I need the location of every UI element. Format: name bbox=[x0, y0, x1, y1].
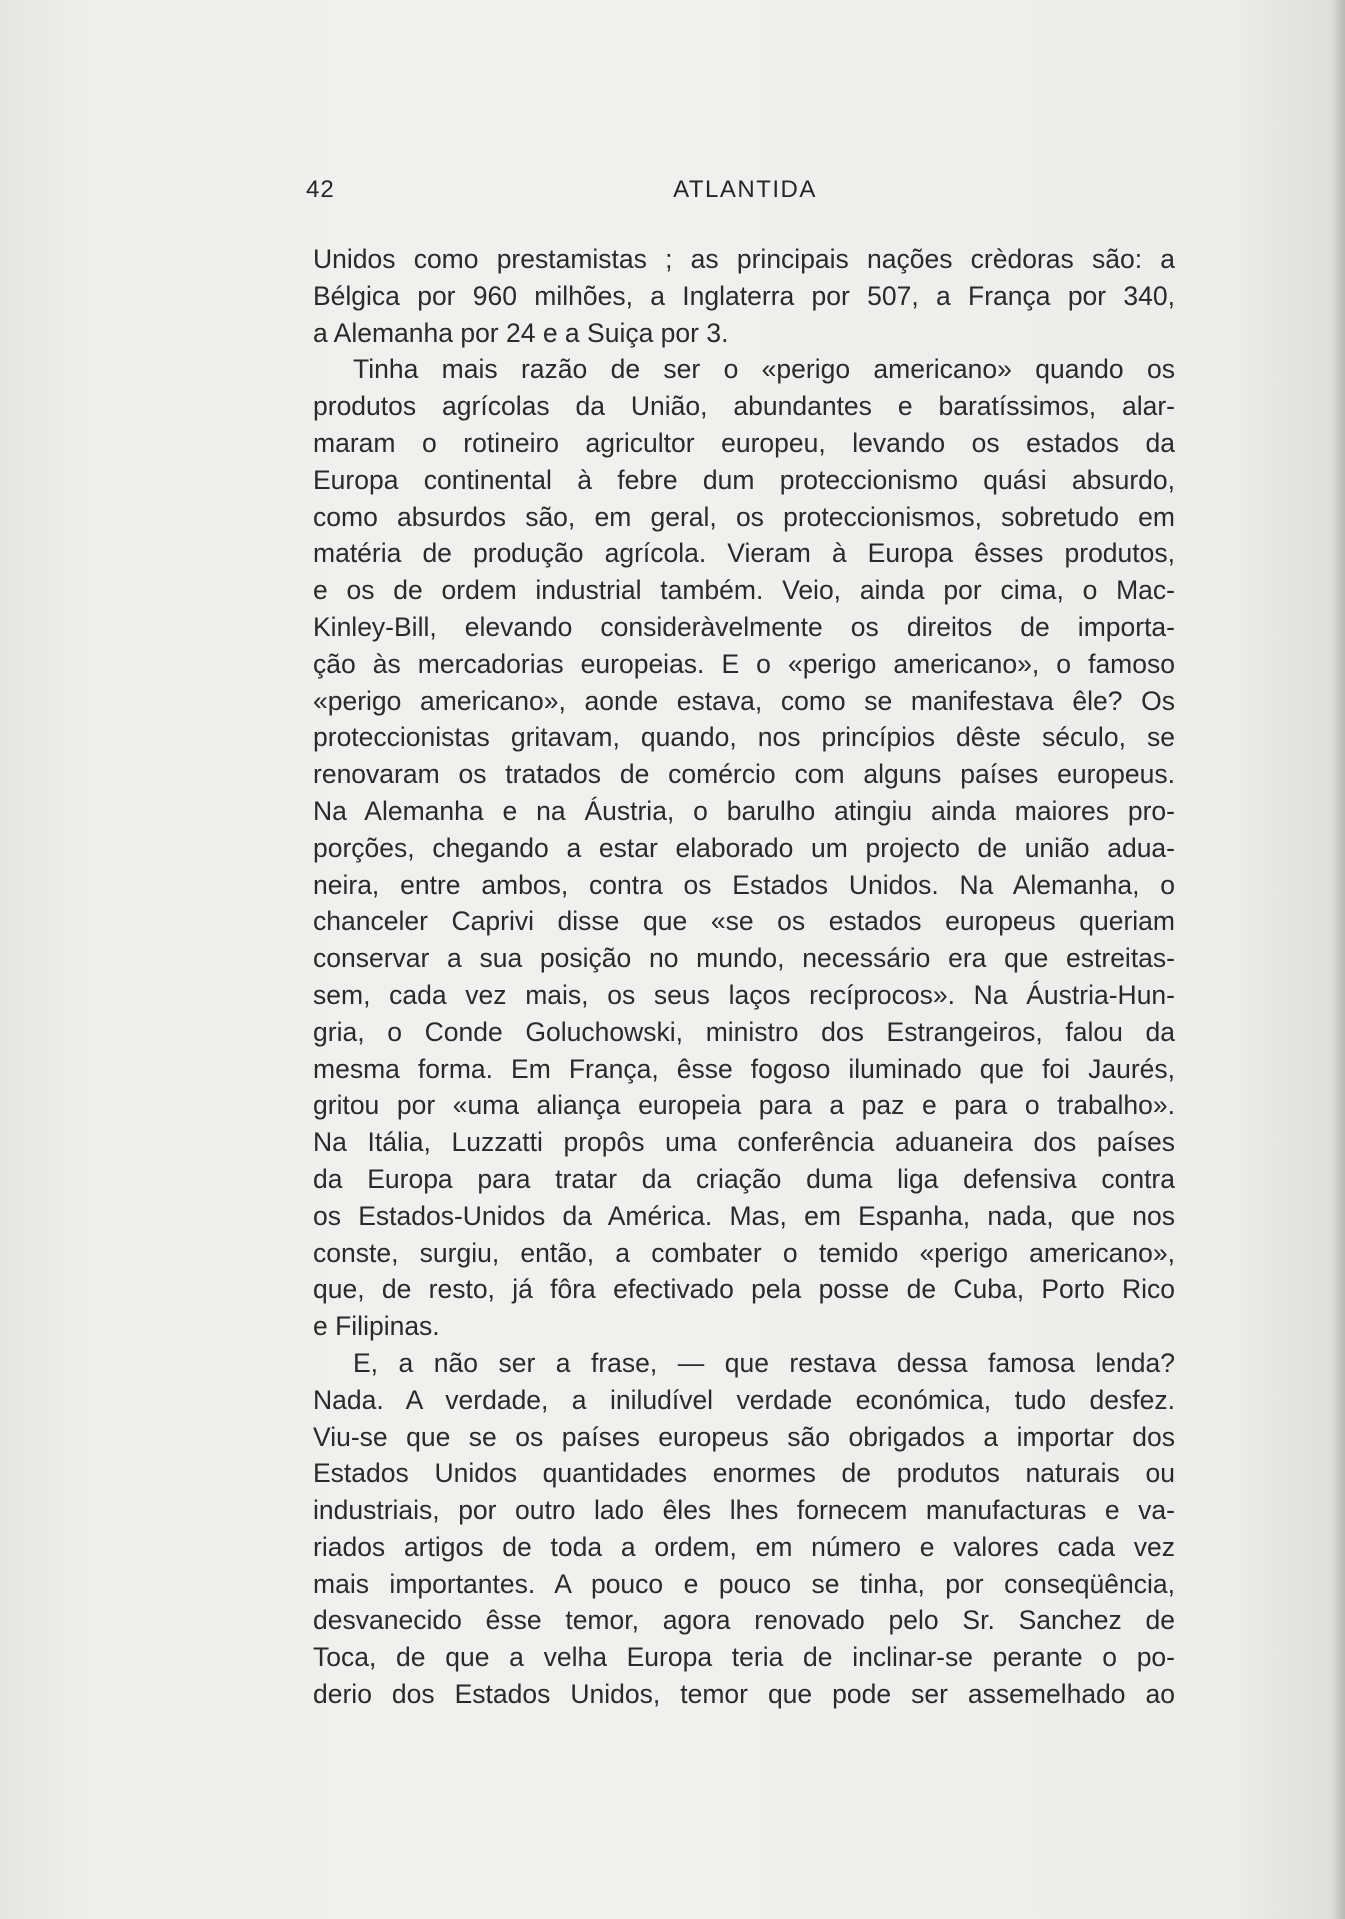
text-line: mais importantes. A pouco e pouco se tinha, por conseqüência, bbox=[313, 1568, 1175, 1599]
text-line: Na Itália, Luzzatti propôs uma conferência aduaneira dos países bbox=[313, 1127, 1175, 1158]
text-line: conste, surgiu, então, a combater o temido «perigo americano», bbox=[313, 1237, 1175, 1268]
text-line: desvanecido êsse temor, agora renovado pelo Sr. Sanchez de bbox=[313, 1605, 1175, 1636]
text-line: Unidos como prestamistas ; as principais nações crèdoras são: a bbox=[313, 244, 1175, 274]
text-line: matéria de produção agrícola. Vieram à Europa êsses produtos, bbox=[313, 538, 1175, 569]
running-title: ATLANTIDA bbox=[673, 176, 817, 203]
page-edge-shadow bbox=[1331, 0, 1345, 1919]
text-line: Bélgica por 960 milhões, a Inglaterra por 507, a França por 340, bbox=[313, 280, 1175, 311]
text-line: proteccionistas gritavam, quando, nos princípios dêste século, se bbox=[313, 722, 1175, 753]
text-line: ção às mercadorias europeias. E o «perigo americano», o famoso bbox=[313, 648, 1175, 679]
text-line: porções, chegando a estar elaborado um projecto de união adua- bbox=[313, 832, 1175, 863]
text-line: E, a não ser a frase, — que restava dessa famosa lenda? bbox=[353, 1347, 1175, 1378]
text-line: a Alemanha por 24 e a Suiça por 3. bbox=[313, 317, 729, 348]
text-line: Nada. A verdade, a iniludível verdade económica, tudo desfez. bbox=[313, 1384, 1175, 1415]
text-line: Kinley-Bill, elevando consideràvelmente os direitos de importa- bbox=[313, 611, 1175, 642]
text-line: e Filipinas. bbox=[313, 1311, 440, 1342]
text-line: Toca, de que a velha Europa teria de inclinar-se perante o po- bbox=[313, 1642, 1175, 1673]
text-line: os Estados-Unidos da América. Mas, em Espanha, nada, que nos bbox=[313, 1200, 1175, 1231]
text-line: da Europa para tratar da criação duma liga defensiva contra bbox=[313, 1163, 1175, 1194]
page-header bbox=[306, 176, 1176, 210]
text-line: mesma forma. Em França, êsse fogoso iluminado que foi Jaurés, bbox=[313, 1053, 1175, 1084]
text-line: riados artigos de toda a ordem, em número e valores cada vez bbox=[313, 1531, 1175, 1562]
text-line: como absurdos são, em geral, os proteccionismos, sobretudo em bbox=[313, 501, 1175, 532]
text-line: derio dos Estados Unidos, temor que pode ser assemelhado ao bbox=[313, 1679, 1175, 1710]
text-line: Viu-se que se os países europeus são obrigados a importar dos bbox=[313, 1421, 1175, 1452]
text-line: Na Alemanha e na Áustria, o barulho atingiu ainda maiores pro- bbox=[313, 795, 1175, 826]
text-line: que, de resto, já fôra efectivado pela posse de Cuba, Porto Rico bbox=[313, 1274, 1175, 1305]
text-line: sem, cada vez mais, os seus laços recíprocos». Na Áustria-Hun- bbox=[313, 979, 1175, 1010]
text-line: gritou por «uma aliança europeia para a paz e para o trabalho». bbox=[313, 1090, 1175, 1121]
text-line: produtos agrícolas da União, abundantes e baratíssimos, alar- bbox=[313, 391, 1175, 422]
body-text bbox=[313, 241, 1175, 1713]
text-line: industriais, por outro lado êles lhes fornecem manufacturas e va- bbox=[313, 1495, 1175, 1526]
text-line: Estados Unidos quantidades enormes de produtos naturais ou bbox=[313, 1458, 1175, 1489]
text-line: maram o rotineiro agricultor europeu, levando os estados da bbox=[313, 427, 1175, 458]
text-line: chanceler Caprivi disse que «se os estados europeus queriam bbox=[313, 906, 1175, 937]
text-line: renovaram os tratados de comércio com alguns países europeus. bbox=[313, 759, 1175, 790]
text-line: conservar a sua posição no mundo, necessário era que estreitas- bbox=[313, 943, 1175, 974]
text-line: Tinha mais razão de ser o «perigo americano» quando os bbox=[353, 354, 1175, 385]
text-line: gria, o Conde Goluchowski, ministro dos Estrangeiros, falou da bbox=[313, 1016, 1175, 1047]
text-line: neira, entre ambos, contra os Estados Unidos. Na Alemanha, o bbox=[313, 869, 1175, 900]
text-line: e os de ordem industrial também. Veio, ainda por cima, o Mac- bbox=[313, 575, 1175, 606]
page-number: 42 bbox=[306, 176, 335, 203]
text-line: Europa continental à febre dum proteccionismo quási absurdo, bbox=[313, 464, 1175, 495]
text-line: «perigo americano», aonde estava, como se manifestava êle? Os bbox=[313, 685, 1175, 716]
